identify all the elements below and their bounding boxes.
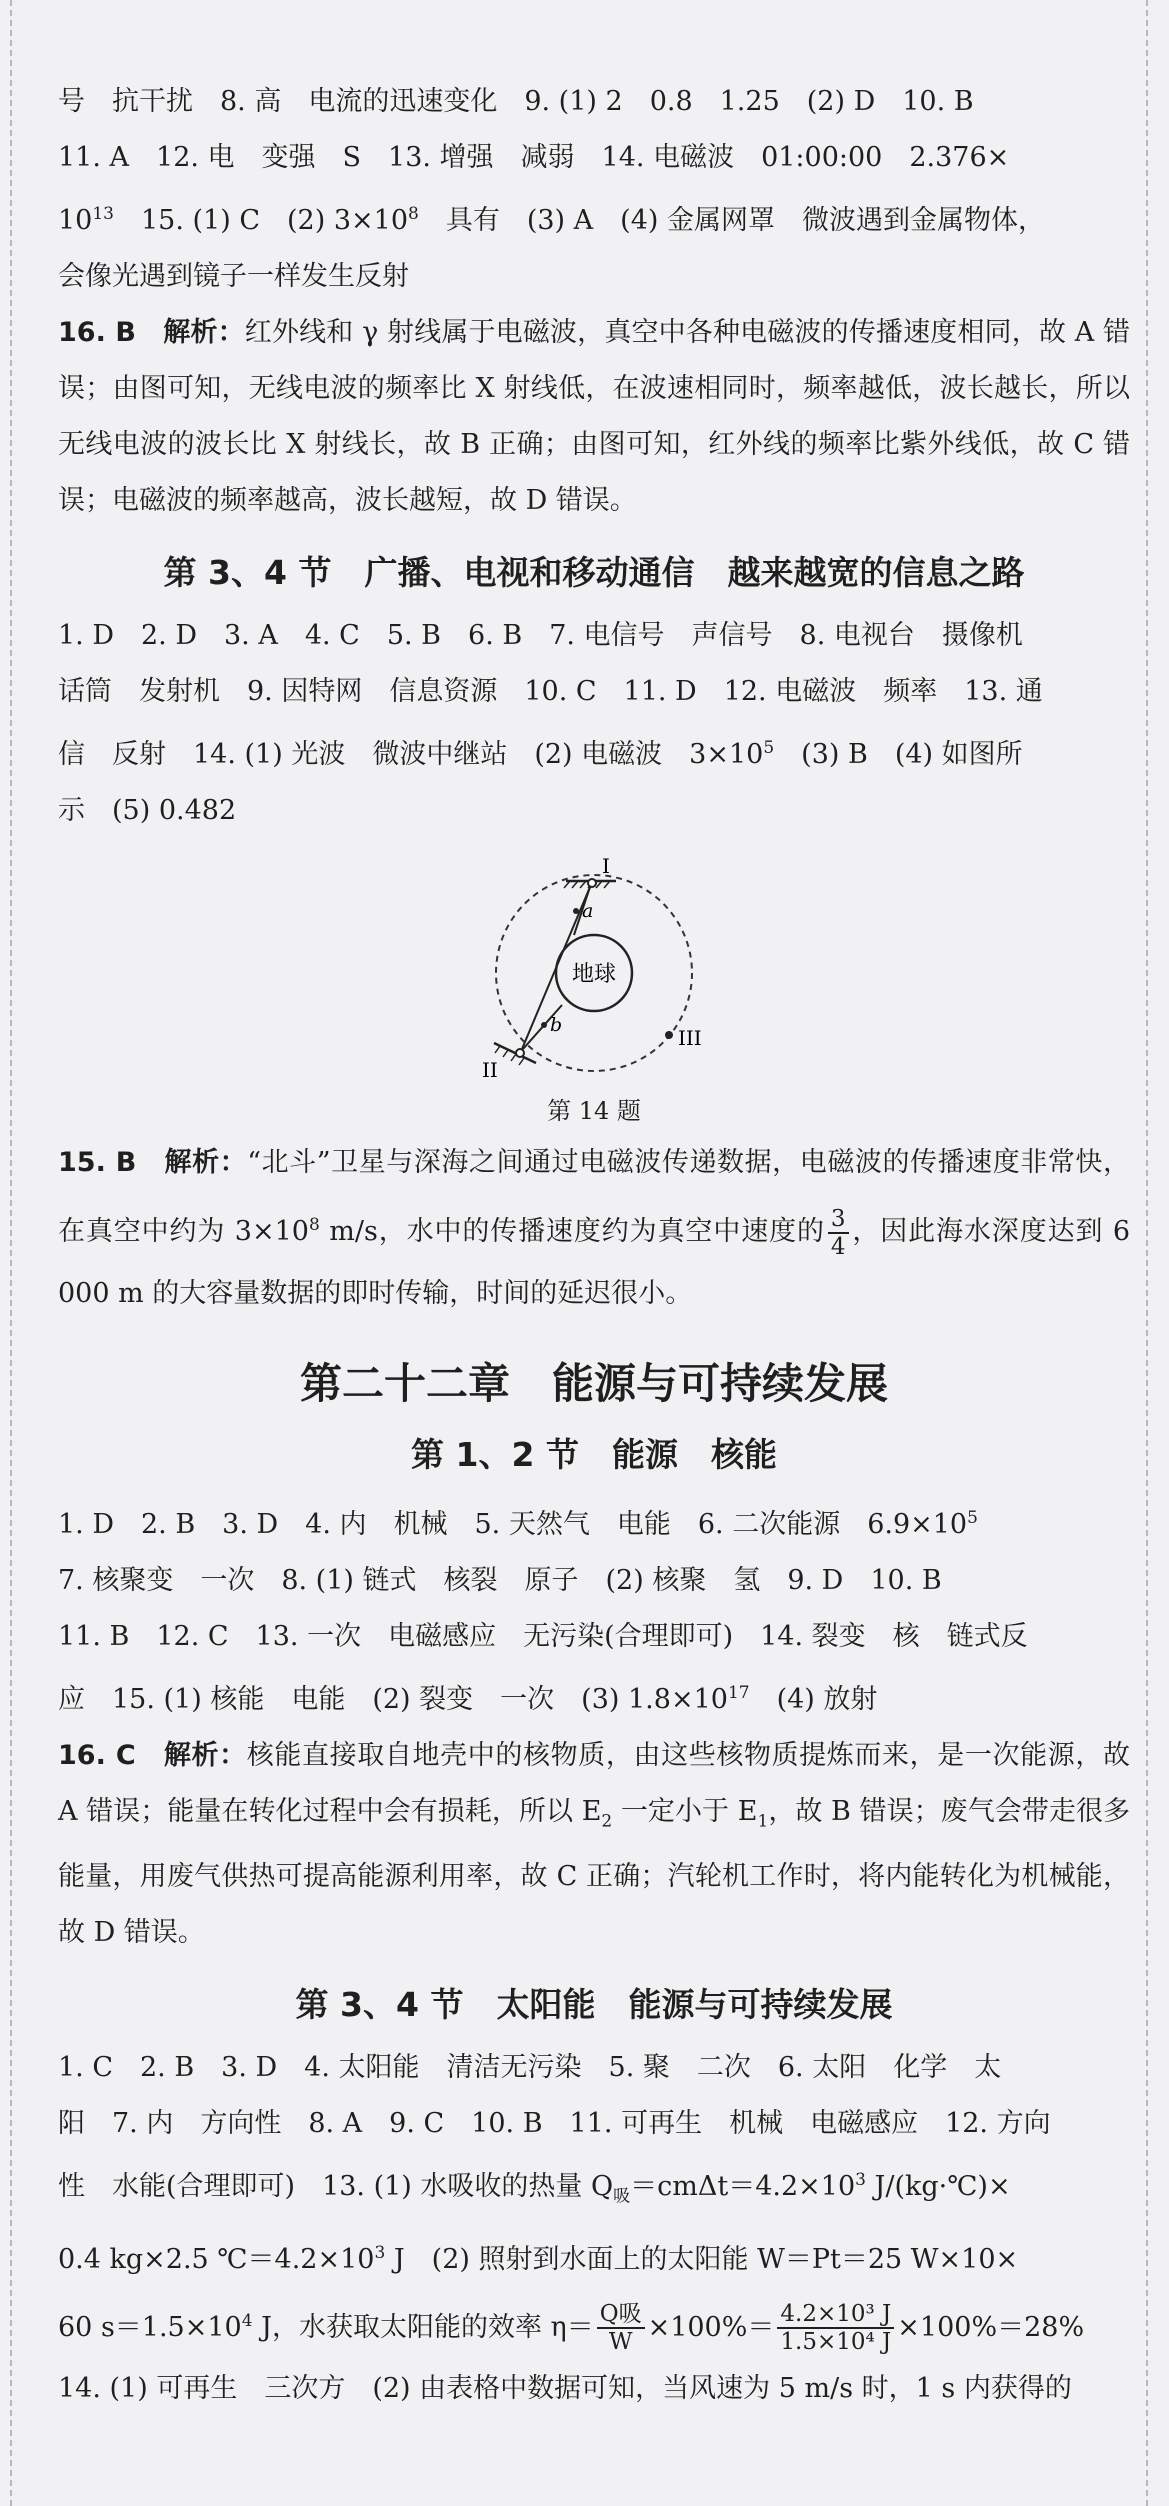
exponent: 5 xyxy=(967,1508,978,1528)
station-i-mount xyxy=(564,879,616,888)
fraction-numerator: Q吸 xyxy=(597,2301,645,2329)
answer-page xyxy=(58,74,1130,2417)
explanation-q16 xyxy=(58,305,1130,529)
answer-line xyxy=(58,2225,1130,2288)
label-III: III xyxy=(678,1026,702,1050)
label-I: I xyxy=(602,855,610,878)
text-run: (3) B (4) 如图所 xyxy=(774,739,1023,770)
question-label: 16. B 解析： xyxy=(58,317,245,348)
answer-line xyxy=(58,720,1130,783)
explanation-text: 红外线和 γ 射线属于电磁波，真空中各种电磁波的传播速度相同，故 A 错误；由图可知，无线电波的频率比 X 射线低，在波速相同时，频率越低，波长越长，所以无线电波的波长比 X 射线长，故 B 正确；由图可知，红外线的频率比紫外线低，故 C 错误；电磁波的频率越高，波长越短，故 D 错误。 xyxy=(58,317,1131,516)
text-run: ×100%＝28% xyxy=(897,2311,1085,2343)
answer-line: 1. C 2. B 3. D 4. 太阳能 清洁无污染 5. 聚 二次 6. 太阳 化学 太 xyxy=(58,2052,1002,2084)
explanation-q15 xyxy=(58,1132,1130,1325)
figure-14 xyxy=(58,855,1130,1126)
label-b: b xyxy=(550,1014,563,1036)
right-dashed-margin xyxy=(1146,0,1148,2506)
answer-line xyxy=(58,1665,1130,1728)
earth-label: 地球 xyxy=(571,962,617,987)
answer-line: 11. B 12. C 13. 一次 电磁感应 无污染(合理即可) 14. 裂变 核 链式反 xyxy=(58,1621,1028,1652)
chapter-title: 第二十二章 能源与可持续发展 xyxy=(299,1359,888,1408)
answer-line: 1. D 2. D 3. A 4. C 5. B 6. B 7. 电信号 声信号 8. 电视台 摄像机 xyxy=(58,620,1023,651)
exponent: 3 xyxy=(855,2170,866,2191)
fraction-numerator: 4.2×10³ J xyxy=(777,2301,894,2329)
exponent: 8 xyxy=(408,204,419,224)
answer-line xyxy=(58,186,1130,249)
explanation-text: m/s，水中的传播速度约为真空中速度的 xyxy=(319,1216,825,1247)
fraction-denominator: W xyxy=(608,2329,633,2356)
point-a xyxy=(573,908,579,914)
subscript: 吸 xyxy=(613,2186,631,2207)
text-run: J/(kg·℃)× xyxy=(865,2171,1011,2203)
section-title: 第 3、4 节 广播、电视和移动通信 越来越宽的信息之路 xyxy=(163,553,1025,592)
explanation-q16-energy xyxy=(58,1728,1130,1961)
answer-line xyxy=(58,2288,1130,2361)
question-label: 16. C 解析： xyxy=(58,1740,247,1771)
fraction-numerator: 3 xyxy=(828,1206,849,1234)
text-run: 具有 (3) A (4) 金属网罩 微波遇到金属物体， xyxy=(418,205,1045,236)
answer-line xyxy=(58,1490,1130,1553)
explanation-text: 核能直接取自地壳中的核物质，由这些核物质提炼而来，是一次能源，故 A 错误；能量在转化过程中会有损耗，所以 E xyxy=(58,1740,1131,1827)
text-run: 10 xyxy=(58,205,93,236)
figure-caption: 第 14 题 xyxy=(547,1097,641,1125)
answer-line: 11. A 12. 电 变强 S 13. 增强 减弱 14. 电磁波 01:00:00 2.376× xyxy=(58,142,1010,173)
answer-line: 话筒 发射机 9. 因特网 信息资源 10. C 11. D 12. 电磁波 频率 13. 通 xyxy=(58,676,1043,707)
text-run: 应 15. (1) 核能 电能 (2) 裂变 一次 (3) 1.8×10 xyxy=(58,1684,728,1715)
fraction xyxy=(597,2301,645,2355)
answer-line: 14. (1) 可再生 三次方 (2) 由表格中数据可知，当风速为 5 m/s 时，1 s 内获得的 xyxy=(58,2372,1072,2404)
explanation-text: ，因此海水深度达到 6 000 m 的大容量数据的即时传输，时间的延迟很小。 xyxy=(58,1216,1131,1309)
fraction xyxy=(828,1206,849,1260)
text-run: 60 s＝1.5×10 xyxy=(58,2311,242,2343)
section-title: 第 3、4 节 太阳能 能源与可持续发展 xyxy=(295,1985,893,2025)
label-a: a xyxy=(582,900,594,922)
subscript: 1 xyxy=(757,1811,769,1832)
text-run: ＝cmΔt＝4.2×10 xyxy=(630,2171,856,2203)
fraction-denominator: 4 xyxy=(830,1233,846,1260)
fraction-denominator: 1.5×10⁴ J xyxy=(780,2329,892,2356)
exponent: 13 xyxy=(92,204,114,224)
answer-line xyxy=(58,2152,1130,2224)
question-label: 15. B 解析： xyxy=(58,1147,248,1178)
section-title: 第 1、2 节 能源 核能 xyxy=(411,1435,777,1474)
exponent: 17 xyxy=(727,1683,750,1703)
subscript: 2 xyxy=(601,1811,613,1832)
label-II: II xyxy=(482,1058,498,1082)
answer-line: 7. 核聚变 一次 8. (1) 链式 核裂 原子 (2) 核聚 氢 9. D 10. B xyxy=(58,1565,942,1596)
text-run: 信 反射 14. (1) 光波 微波中继站 (2) 电磁波 3×10 xyxy=(58,739,764,770)
text-run: 1. D 2. B 3. D 4. 内 机械 5. 天然气 电能 6. 二次能源 6.9×10 xyxy=(58,1509,968,1540)
satellite-relay-diagram xyxy=(464,855,724,1085)
answer-line: 号 抗干扰 8. 高 电流的迅速变化 9. (1) 2 0.8 1.25 (2) D 10. B xyxy=(58,86,974,117)
explanation-text: 一定小于 E xyxy=(612,1796,758,1827)
text-run: 0.4 kg×2.5 ℃＝4.2×10 xyxy=(58,2243,375,2275)
explanation-text: “北斗”卫星与深海之间通过电磁波传递数据，电磁波的传播速度非常快，在真空中约为 3×10 xyxy=(58,1147,1130,1247)
explanation-text: ，故 B 错误；废气会带走很多能量，用废气供热可提高能源利用率，故 C 正确；汽轮机工作时，将内能转化为机械能，故 D 错误。 xyxy=(58,1796,1130,1949)
text-run: 15. (1) C (2) 3×10 xyxy=(114,205,408,236)
left-dashed-margin xyxy=(10,0,12,2506)
exponent: 3 xyxy=(374,2242,386,2263)
answer-line: 示 (5) 0.482 xyxy=(58,795,237,826)
text-run: J，水获取太阳能的效率 η＝ xyxy=(252,2311,594,2343)
exponent: 5 xyxy=(763,738,775,758)
text-run: 性 水能(合理即可) 13. (1) 水吸收的热量 Q xyxy=(58,2171,614,2203)
exponent: 4 xyxy=(241,2310,253,2331)
fraction xyxy=(777,2301,894,2355)
text-run: (4) 放射 xyxy=(749,1684,878,1715)
exponent: 8 xyxy=(308,1215,320,1235)
station-iii-dot xyxy=(665,1031,673,1039)
answer-line: 阳 7. 内 方向性 8. A 9. C 10. B 11. 可再生 机械 电磁感应 12. 方向 xyxy=(58,2108,1051,2140)
answer-line: 会像光遇到镜子一样发生反射 xyxy=(58,261,409,292)
text-run: J (2) 照射到水面上的太阳能 W＝Pt＝25 W×10× xyxy=(385,2243,1019,2275)
text-run: ×100%＝ xyxy=(647,2311,775,2343)
point-b xyxy=(541,1022,547,1028)
